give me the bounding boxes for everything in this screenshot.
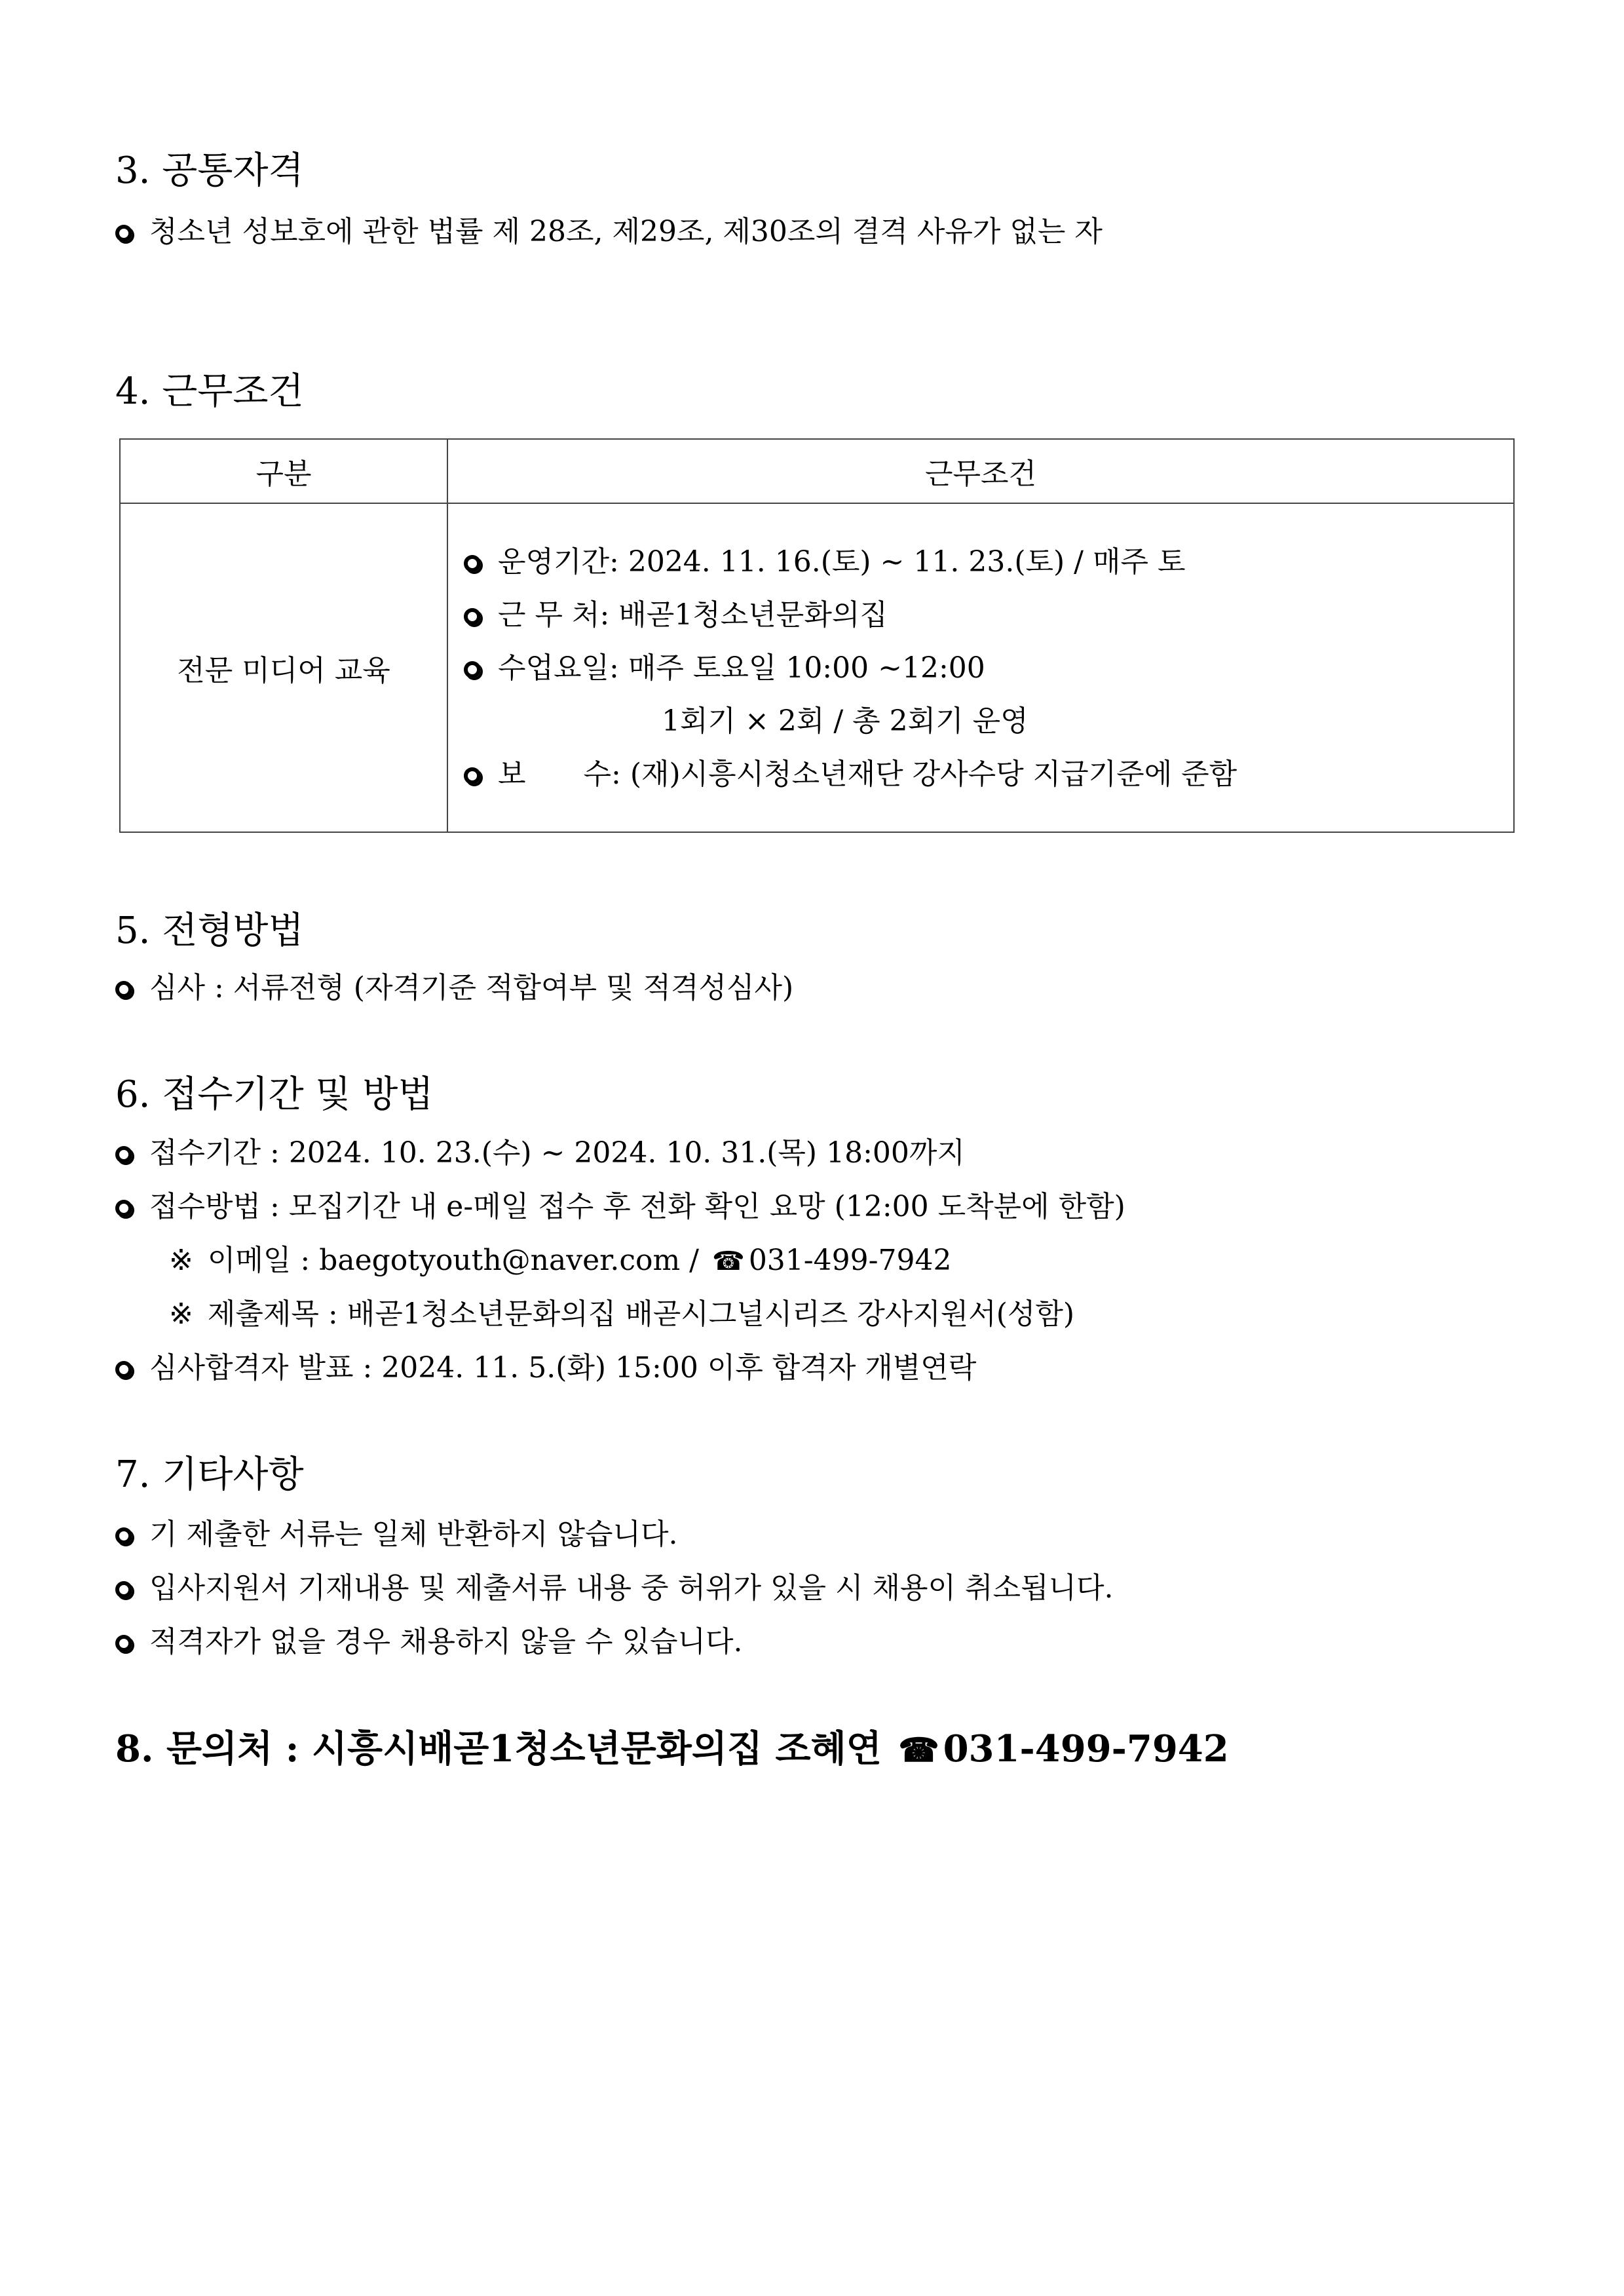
circle-bullet-icon	[115, 1527, 132, 1544]
section-3-title: 3. 공통자격	[115, 149, 304, 192]
circle-bullet-icon	[464, 555, 481, 572]
section-7-item: 기 제출한 서류는 일체 반환하지 않습니다.	[115, 1515, 677, 1554]
circle-bullet-icon	[115, 1635, 132, 1652]
reference-mark-icon: ※	[169, 1244, 193, 1277]
circle-bullet-icon	[115, 981, 132, 998]
section-6-period: 접수기간 : 2024. 10. 23.(수) ~ 2024. 10. 31.(목) 18:00까지	[115, 1134, 965, 1173]
section-8-contact	[115, 1726, 1229, 1773]
table-header-row	[120, 439, 1514, 503]
section-8-title: 8. 문의처 : 시흥시배곧1청소년문화의집 조혜연	[115, 1727, 882, 1770]
circle-bullet-icon	[115, 1361, 132, 1378]
section-7-title: 7. 기타사항	[115, 1453, 304, 1496]
circle-bullet-icon	[115, 1581, 132, 1598]
table-conditions-cell	[447, 503, 1514, 832]
circle-bullet-icon	[115, 1200, 132, 1217]
condition-period: 운영기간: 2024. 11. 16.(토) ~ 11. 23.(토) / 매주 토	[464, 535, 1513, 588]
phone-icon: ☎	[898, 1731, 939, 1769]
phone-icon: ☎	[711, 1246, 745, 1276]
phone-number: 031-499-7942	[748, 1244, 952, 1277]
circle-bullet-icon	[464, 608, 481, 625]
reference-mark-icon: ※	[169, 1297, 193, 1331]
condition-sessions: 1회기 × 2회 / 총 2회기 운영	[662, 704, 1029, 738]
section-5-item: 심사 : 서류전형 (자격기준 적합여부 및 적격성심사)	[115, 968, 793, 1008]
section-3-item: 청소년 성보호에 관한 법률 제 28조, 제29조, 제30조의 결격 사유가 없는 자	[115, 212, 1103, 252]
table-header-conditions: 근무조건	[447, 439, 1514, 503]
table-row	[120, 503, 1514, 832]
condition-workplace: 근 무 처: 배곧1청소년문화의집	[464, 588, 1513, 641]
contact-phone-number: 031-499-7942	[943, 1727, 1229, 1770]
email-text: 이메일 : baegotyouth@naver.com /	[207, 1244, 699, 1277]
circle-bullet-icon	[464, 661, 481, 678]
section-7-item: 적격자가 없을 경우 채용하지 않을 수 있습니다.	[115, 1622, 742, 1662]
section-6-email-note	[169, 1241, 952, 1281]
circle-bullet-icon	[115, 1146, 132, 1163]
section-5-title: 5. 전형방법	[115, 909, 304, 952]
work-conditions-table	[119, 438, 1515, 833]
section-6-announce: 심사합격자 발표 : 2024. 11. 5.(화) 15:00 이후 합격자 개별연락	[115, 1349, 976, 1388]
circle-bullet-icon	[115, 225, 132, 242]
table-header-category: 구분	[120, 439, 447, 503]
section-7-item: 입사지원서 기재내용 및 제출서류 내용 중 허위가 있을 시 채용이 취소됩니다.	[115, 1569, 1113, 1608]
table-row-label: 전문 미디어 교육	[120, 503, 447, 832]
condition-pay: 보 수: (재)시흥시청소년재단 강사수당 지급기준에 준함	[464, 748, 1513, 801]
section-6-subject-note: ※ 제출제목 : 배곧1청소년문화의집 배곧시그널시리즈 강사지원서(성함)	[169, 1297, 1075, 1331]
condition-class-day: 수업요일: 매주 토요일 10:00 ~12:00	[464, 641, 1513, 695]
section-4-title: 4. 근무조건	[115, 370, 304, 413]
section-6-method: 접수방법 : 모집기간 내 e-메일 접수 후 전화 확인 요망 (12:00 도착분에 한함)	[115, 1187, 1125, 1227]
section-6-title: 6. 접수기간 및 방법	[115, 1073, 434, 1116]
circle-bullet-icon	[464, 767, 481, 784]
